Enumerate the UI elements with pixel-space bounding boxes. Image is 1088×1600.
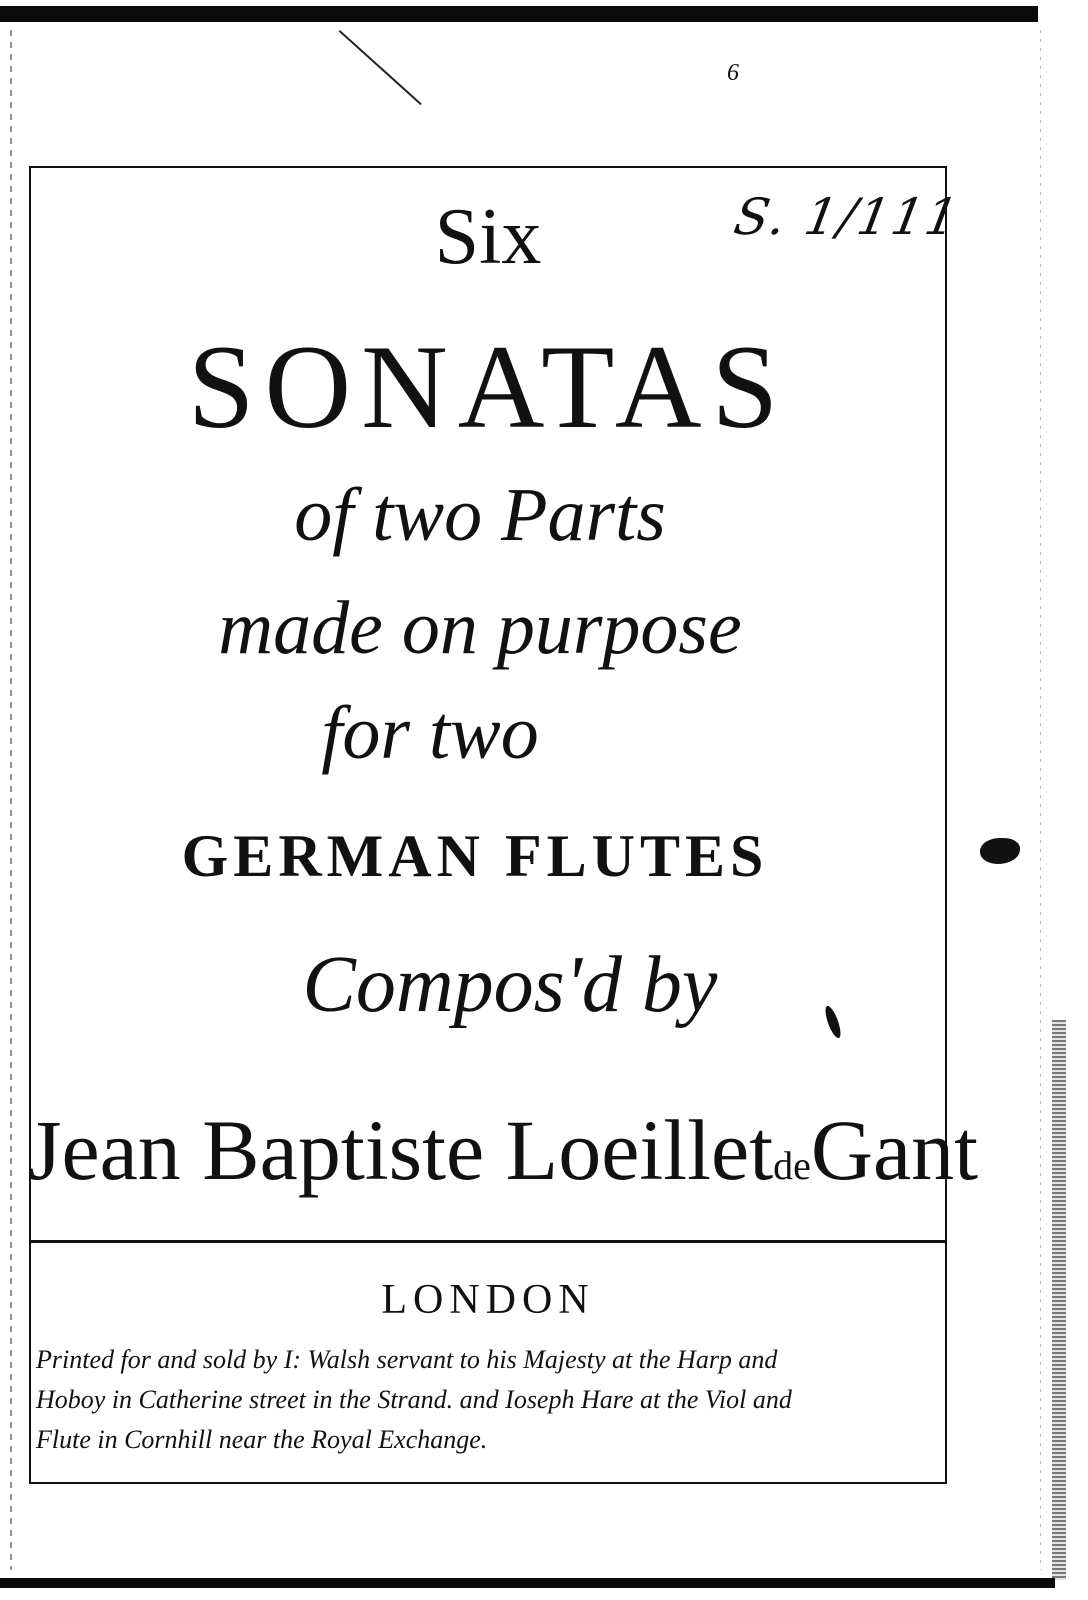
- composer-de: de: [773, 1143, 811, 1188]
- page-number: 6: [727, 60, 739, 86]
- title-of-two-parts: of two Parts: [294, 473, 666, 557]
- title-made-on-purpose: made on purpose: [218, 586, 742, 670]
- stray-pen-stroke: [339, 30, 422, 105]
- scan-edge-strip: [1052, 1020, 1066, 1580]
- title-for-two: for two: [321, 691, 539, 775]
- composer-name: [28, 1100, 979, 1200]
- imprint-line-3: Flute in Cornhill near the Royal Exchange.: [36, 1425, 488, 1454]
- imprint-line-2: Hoboy in Catherine street in the Strand. and Ioseph Hare at the Viol and: [36, 1385, 792, 1414]
- ink-blot: [980, 838, 1020, 864]
- scan-left-edge: [10, 30, 12, 1570]
- title-six: Six: [434, 193, 542, 281]
- imprint-city: LONDON: [381, 1277, 595, 1323]
- composer-main: Jean Baptiste Loeillet: [28, 1102, 774, 1198]
- frame-separator: [29, 1240, 947, 1243]
- composer-place: Gant: [810, 1102, 979, 1198]
- scan-top-border: [0, 6, 1038, 22]
- title-sonatas: SONATAS: [187, 320, 789, 453]
- scan-bottom-border: [0, 1578, 1055, 1588]
- handwritten-annotation: S. 1/111: [729, 188, 965, 246]
- scan-right-edge: [1040, 30, 1041, 1570]
- title-german-flutes: GERMAN FLUTES: [181, 823, 769, 889]
- imprint-line-1: Printed for and sold by I: Walsh servant to his Majesty at the Harp and: [36, 1345, 778, 1374]
- title-composed-by: Compos'd by: [302, 941, 718, 1029]
